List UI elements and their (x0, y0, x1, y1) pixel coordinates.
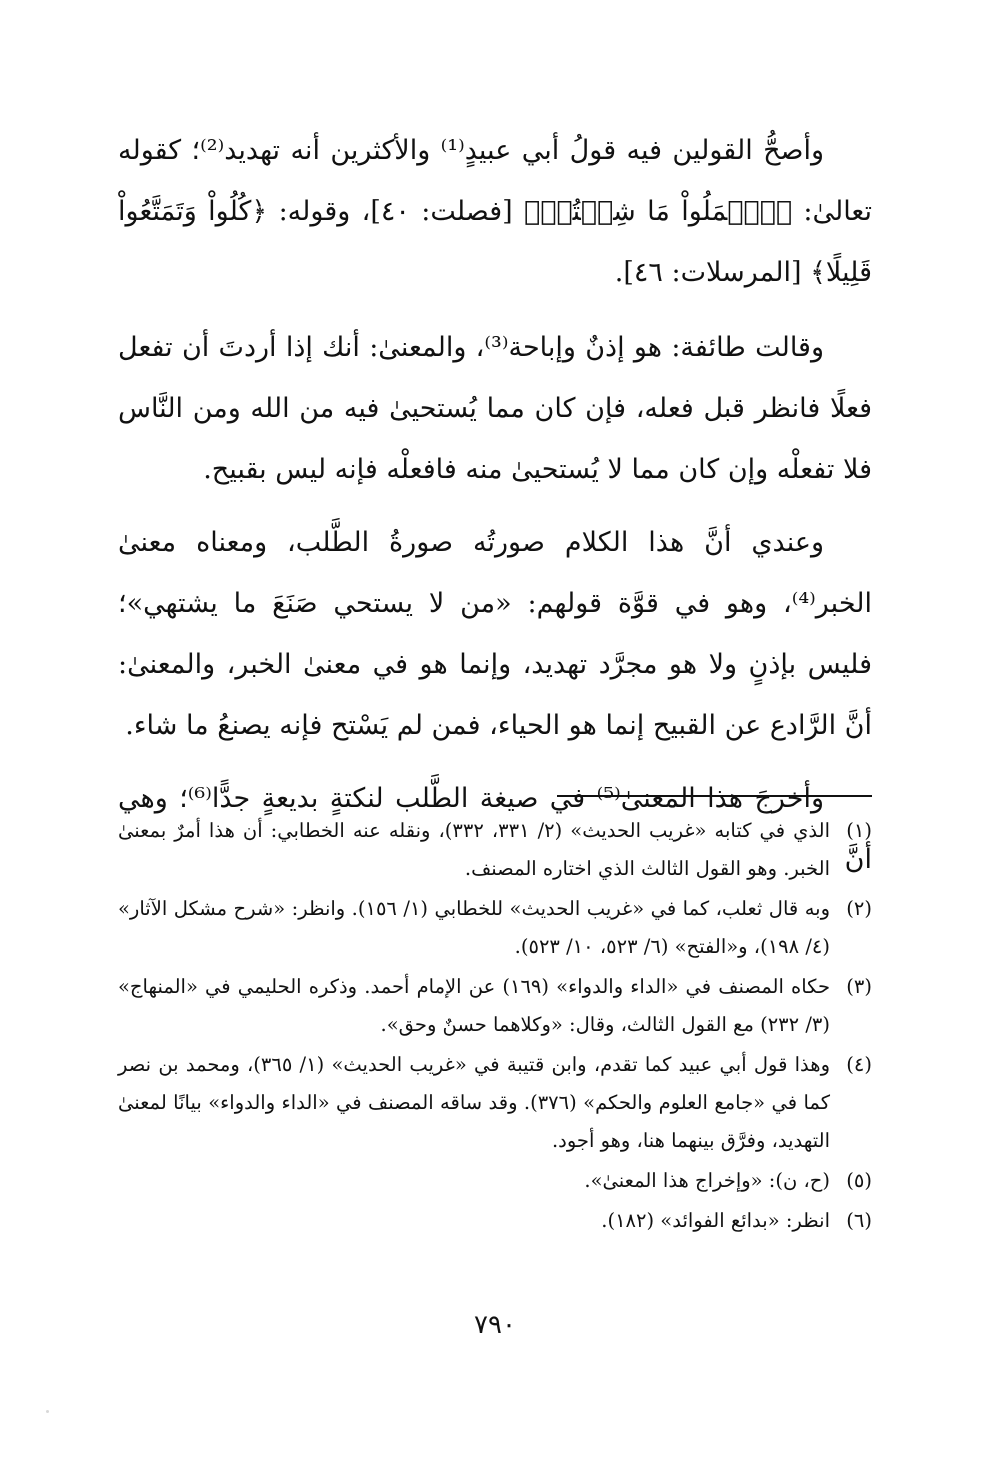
paragraph-3: وعندي أنَّ هذا الكلام صورتُه صورةُ الطَّلب، ومعناه معنىٰ الخبر⁽⁴⁾، وهو في قوَّة قولهم: «من لا يستحي صَنَعَ ما يشتهي»؛ فليس بإذنٍ ولا هو مجرَّد تهديد، وإنما هو في معنىٰ الخبر، والمعنىٰ: أنَّ الرَّادع عن القبيح إنما هو الحياء، فمن لم يَسْتح فإنه يصنعُ ما شاء. (118, 527, 872, 741)
footnote (118, 1046, 872, 1160)
footnote-number: (٢) (846, 897, 872, 920)
main-text (118, 120, 872, 890)
page-number: ٧٩٠ (474, 1310, 516, 1340)
scan-speck (46, 1410, 49, 1413)
footnote (118, 968, 872, 1044)
footnote-text: (ح، ن): «وإخراج هذا المعنىٰ». (584, 1169, 830, 1192)
footnote-number: (١) (846, 819, 872, 842)
footnote-text: وبه قال ثعلب، كما في «غريب الحديث» للخطابي (١/ ١٥٦). وانظر: «شرح مشكل الآثار» (٤/ ١٩٨)، و«الفتح» (٦/ ٥٢٣، ١٠/ ٥٢٣). (118, 897, 830, 958)
footnote (118, 890, 872, 966)
paragraph-1: وأصحُّ القولين فيه قولُ أبي عبيدٍ⁽¹⁾ والأكثرين أنه تهديد⁽²⁾؛ كقوله تعالىٰ: ﴿ٱعۡمَلُواْ مَا شِئۡتُمۡ﴾ [فصلت: ٤٠]، وقوله: ﴿كُلُواْ وَتَمَتَّعُواْ قَلِيلًا﴾ [المرسلات: ٤٦]. (118, 135, 872, 288)
footnote (118, 1162, 872, 1200)
footnote (118, 1202, 872, 1240)
footnote-number: (٤) (846, 1053, 872, 1076)
paragraph-4: وأخرجَ هذا المعنىٰ⁽⁵⁾ في صيغة الطَّلب لنكتةٍ بديعةٍ جدًّا⁽⁶⁾؛ وهي أنَّ (118, 783, 872, 875)
footnotes (118, 812, 872, 1242)
footnote (118, 812, 872, 888)
paragraph-2: وقالت طائفة: هو إذنٌ وإباحة⁽³⁾، والمعنىٰ: أنك إذا أردتَ أن تفعل فعلًا فانظر قبل فعله، فإن كان مما يُستحيىٰ فيه من الله ومن النَّاس فلا تفعلْه وإن كان مما لا يُستحيىٰ منه فافعلْه فإنه ليس بقبيح. (118, 332, 872, 485)
footnote-divider (557, 795, 872, 797)
footnote-number: (٦) (846, 1209, 872, 1232)
footnote-text: انظر: «بدائع الفوائد» (١٨٢). (601, 1209, 830, 1232)
footnote-text: وهذا قول أبي عبيد كما تقدم، وابن قتيبة في «غريب الحديث» (١/ ٣٦٥)، ومحمد بن نصر كما في «جامع العلوم والحكم» (٣٧٦). وقد ساقه المصنف في «الداء والدواء» بيانًا لمعنىٰ التهديد، وفرَّق بينهما هنا، وهو أجود. (118, 1053, 830, 1152)
footnote-number: (٥) (846, 1169, 872, 1192)
footnote-number: (٣) (846, 975, 872, 998)
footnote-text: الذي في كتابه «غريب الحديث» (٢/ ٣٣١، ٣٣٢)، ونقله عنه الخطابي: أن هذا أمرٌ بمعنىٰ الخبر. وهو القول الثالث الذي اختاره المصنف. (118, 819, 830, 880)
footnote-text: حكاه المصنف في «الداء والدواء» (١٦٩) عن الإمام أحمد. وذكره الحليمي في «المنهاج» (٣/ ٢٣٢) مع القول الثالث، وقال: «وكلاهما حسنٌ وحق». (118, 975, 831, 1036)
